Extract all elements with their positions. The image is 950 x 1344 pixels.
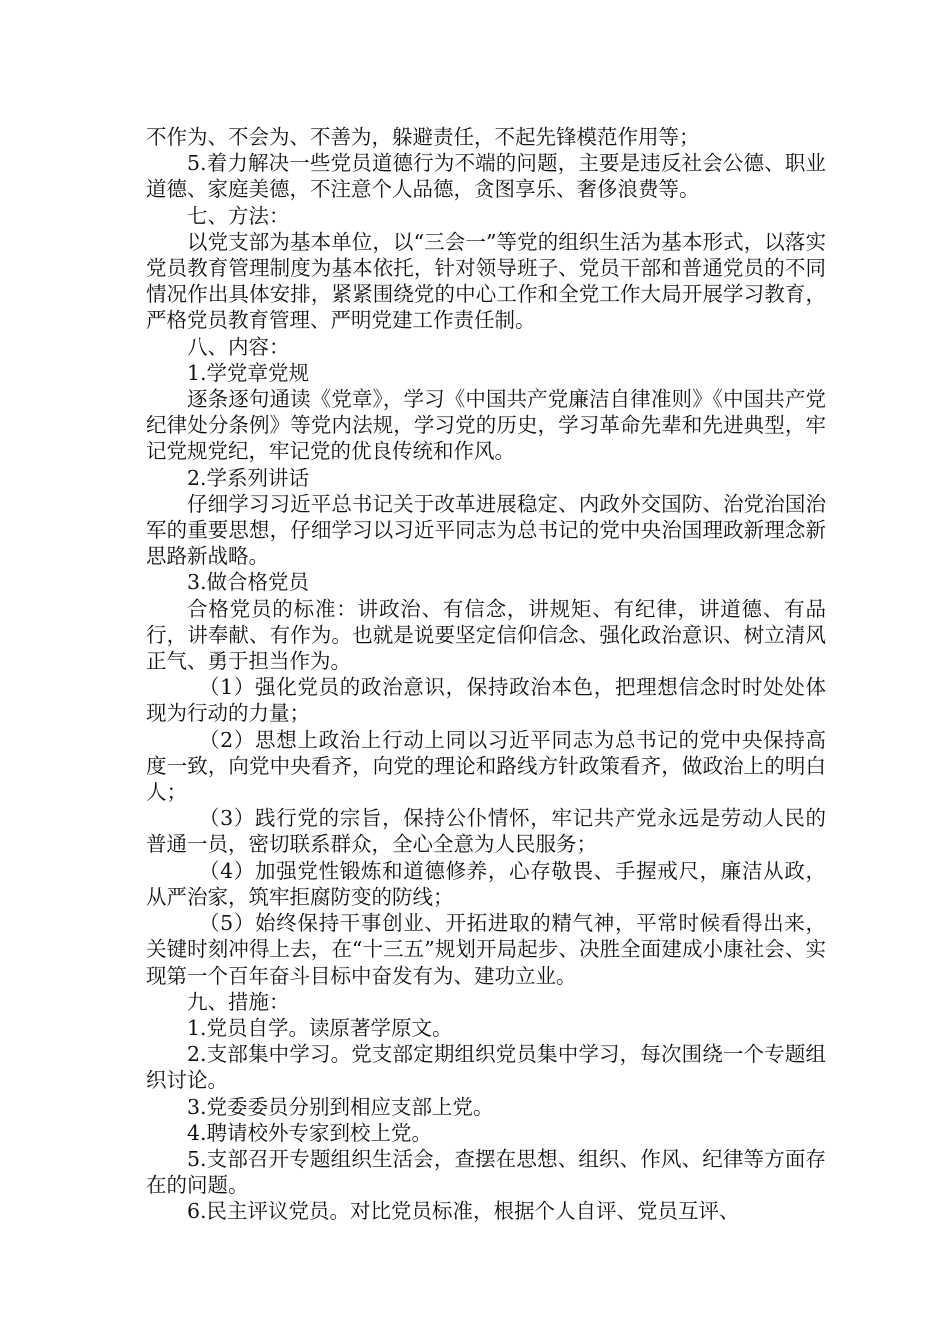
subsection-heading: 1.学党章党规 [187,360,310,385]
list-item: （3）践行党的宗旨，保持公仆情怀，牢记共产党永远是劳动人民的普通一员，密切联系群众，全心全意为人民服务； [146,806,826,857]
paragraph: 5.着力解决一些党员道德行为不端的问题，主要是违反社会公德、职业道德、家庭美德，不注意个人品德，贪图享乐、奢侈浪费等。 [146,151,826,202]
section-heading: 九、措施： [187,989,290,1014]
list-item: 1.党员自学。读原著学原文。 [187,1015,453,1040]
list-item: 2.支部集中学习。党支部定期组织党员集中学习，每次围绕一个专题组织讨论。 [146,1042,826,1093]
paragraph: 以党支部为基本单位，以“三会一”等党的组织生活为基本形式，以落实党员教育管理制度为基本依托，针对领导班子、党员干部和普通党员的不同情况作出具体安排，紧紧围绕党的中心工作和全党工作大局开展学习教育，严格党员教育管理、严明党建工作责任制。 [146,229,826,333]
subsection-heading: 2.学系列讲话 [187,465,310,490]
list-item: （4）加强党性锻炼和道德修养，心存敬畏、手握戒尺，廉洁从政，从严治家，筑牢拒腐防变的防线； [146,858,826,909]
list-item: 5.支部召开专题组织生活会，查摆在思想、组织、作风、纪律等方面存在的问题。 [146,1146,826,1198]
section-heading: 七、方法： [187,203,290,228]
document-body [146,124,826,1225]
list-item: 4.聘请校外专家到校上党。 [187,1120,433,1145]
paragraph: 合格党员的标准：讲政治、有信念，讲规矩、有纪律，讲道德、有品行，讲奉献、有作为。也就是说要坚定信仰信念、强化政治意识、树立清风正气、勇于担当作为。 [146,596,826,674]
list-item: （5）始终保持干事创业、开拓进取的精气神，平常时候看得出来，关键时刻冲得上去，在“十三五”规划开局起步、决胜全面建成小康社会、实现第一个百年奋斗目标中奋发有为、建功立业。 [146,911,826,988]
list-item: （2）思想上政治上行动上同以习近平同志为总书记的党中央保持高度一致，向党中央看齐，向党的理论和路线方针政策看齐，做政治上的明白人； [146,727,826,805]
list-item: 6.民主评议党员。对比党员标准，根据个人自评、党员互评、 [187,1199,740,1224]
list-item: 3.党委委员分别到相应支部上党。 [187,1094,494,1119]
paragraph: 仔细学习习近平总书记关于改革进展稳定、内政外交国防、治党治国治军的重要思想，仔细学习以习近平同志为总书记的党中央治国理政新理念新思路新战略。 [146,491,826,569]
list-item: （1）强化党员的政治意识，保持政治本色，把理想信念时时处处体现为行动的力量； [146,675,826,726]
paragraph: 不作为、不会为、不善为，躲避责任，不起先锋模范作用等； [146,125,700,149]
paragraph: 逐条逐句通读《党章》，学习《中国共产党廉洁自律准则》《中国共产党纪律处分条例》等党内法规，学习党的历史，学习革命先辈和先进典型，牢记党规党纪，牢记党的优良传统和作风。 [146,387,826,464]
section-heading: 八、内容： [187,334,290,359]
subsection-heading: 3.做合格党员 [187,570,310,595]
